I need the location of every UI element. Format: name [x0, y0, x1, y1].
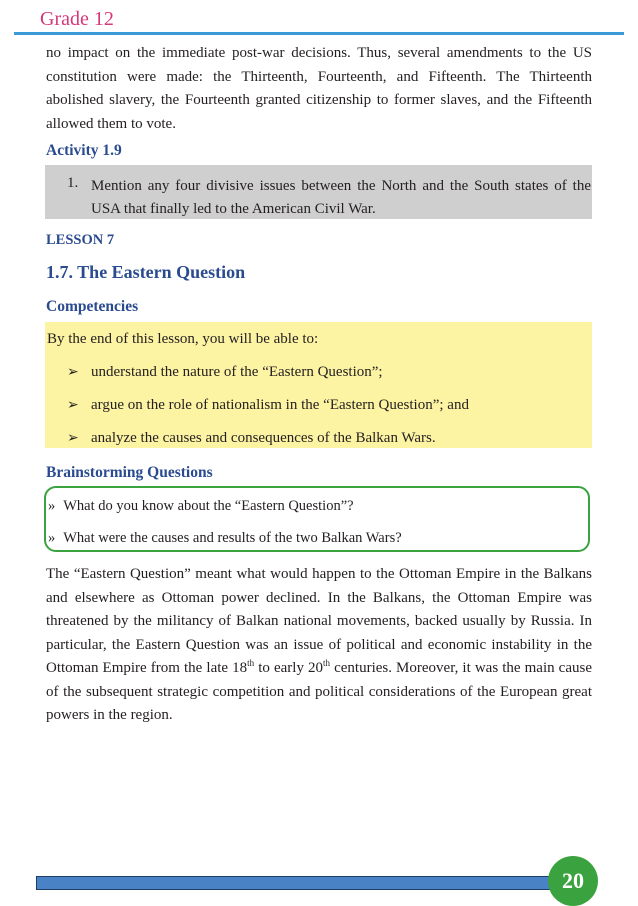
lesson-title: 1.7. The Eastern Question	[46, 262, 246, 282]
brainstorming-box	[44, 486, 590, 552]
activity-title: Activity 1.9	[46, 142, 122, 159]
activity-item-number: 1.	[67, 175, 79, 191]
competency-text: argue on the role of nationalism in the “Eastern Question”; and	[91, 397, 469, 413]
footer-bar	[36, 876, 556, 890]
activity-item-text: Mention any four divisive issues between the North and the South states of the USA that finally led to the American Civil War.	[91, 178, 591, 217]
competencies-intro: By the end of this lesson, you will be able to:	[47, 331, 319, 347]
competencies-box	[45, 322, 592, 448]
question-text: What were the causes and results of the two Balkan Wars?	[63, 530, 402, 546]
brainstorming-title: Brainstorming Questions	[46, 464, 213, 481]
body-paragraph: The “Eastern Question” meant what would happen to the Ottoman Empire in the Balkans and elsewhere as Ottoman power declined. In the Balkans, the Ottoman Empire was threatened by the militancy of Balkan national movements, backed usually by Russia. In particular, the Eastern Question was an issue of political and economic instability in the Ottoman Empire from the late 18th to early 20th centuries. Moreover, it was the main cause of the subsequent strategic competition and political considerations of the European great powers in the region.	[46, 566, 592, 723]
chevron-bullet-icon: »	[48, 530, 56, 546]
brainstorming-question	[48, 530, 402, 547]
header-rule	[14, 32, 624, 35]
grade-label: Grade 12	[40, 8, 114, 30]
competency-text: understand the nature of the “Eastern Question”;	[91, 364, 383, 380]
lesson-label: LESSON 7	[46, 232, 115, 248]
competency-text: analyze the causes and consequences of the Balkan Wars.	[91, 430, 436, 446]
arrow-bullet-icon: ➢	[67, 397, 79, 413]
brainstorming-question	[48, 498, 354, 515]
competencies-title: Competencies	[46, 298, 139, 315]
question-text: What do you know about the “Eastern Question”?	[63, 498, 354, 514]
page-number: 20	[548, 856, 598, 906]
arrow-bullet-icon: ➢	[67, 430, 79, 446]
chevron-bullet-icon: »	[48, 498, 56, 514]
arrow-bullet-icon: ➢	[67, 364, 79, 380]
activity-box	[45, 165, 592, 219]
intro-paragraph: no impact on the immediate post-war decisions. Thus, several amendments to the US constitution were made: the Thirteenth, Fourteenth, and Fifteenth. The Thirteenth abolished slavery, the Fourteenth granted citizenship to former slaves, and the Fifteenth allowed them to vote.	[46, 45, 592, 132]
